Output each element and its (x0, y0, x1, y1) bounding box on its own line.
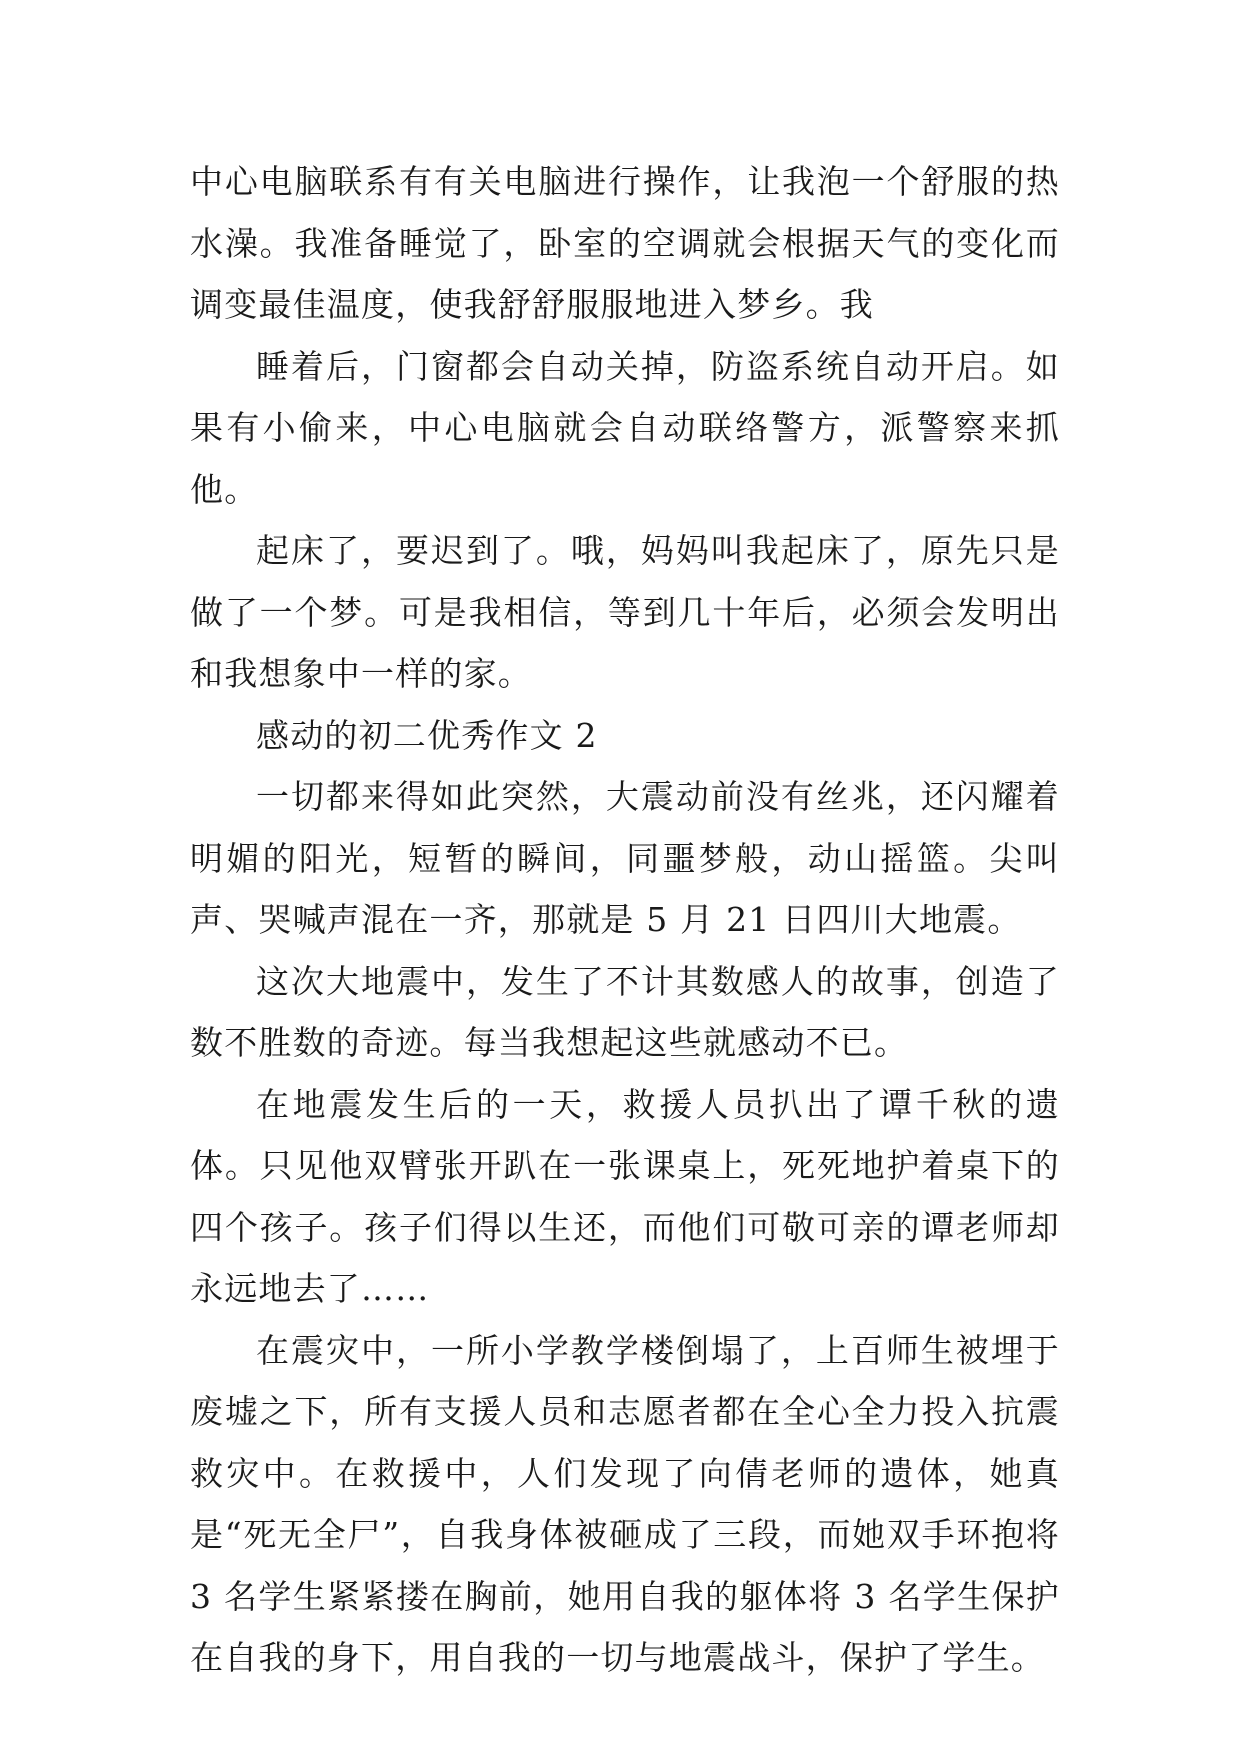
paragraph-6: 在地震发生后的一天，救援人员扒出了谭千秋的遗体。只见他双臂张开趴在一张课桌上，死死地护着桌下的四个孩子。孩子们得以生还，而他们可敬可亲的谭老师却永远地去了…… (190, 1084, 1060, 1308)
paragraph-5: 这次大地震中，发生了不计其数感人的故事，创造了数不胜数的奇迹。每当我想起这些就感动不已。 (190, 961, 1060, 1062)
paragraph-2: 睡着后，门窗都会自动关掉，防盗系统自动开启。如果有小偷来，中心电脑就会自动联络警方，派警察来抓他。 (190, 346, 1060, 509)
paragraph-7: 在震灾中，一所小学教学楼倒塌了，上百师生被埋于废墟之下，所有支援人员和志愿者都在全心全力投入抗震救灾中。在救援中，人们发现了向倩老师的遗体，她真是“死无全尸”，自我身体被砸成了三段，而她双手环抱将 3 名学生紧紧搂在胸前，她用自我的躯体将 3 名学生保护在自我的身下，用自我的一切与地震战斗，保护了学生。 (190, 1330, 1060, 1677)
paragraph-4: 一切都来得如此突然，大震动前没有丝兆，还闪耀着明媚的阳光，短暂的瞬间，同噩梦般，动山摇篮。尖叫声、哭喊声混在一齐，那就是 5 月 21 日四川大地震。 (190, 777, 1060, 939)
document-body (190, 151, 1060, 1689)
paragraph-1: 中心电脑联系有有关电脑进行操作，让我泡一个舒服的热水澡。我准备睡觉了，卧室的空调就会根据天气的变化而调变最佳温度，使我舒舒服服地进入梦乡。我 (190, 162, 1060, 324)
paragraph-3: 起床了，要迟到了。哦，妈妈叫我起床了，原先只是做了一个梦。可是我相信，等到几十年后，必须会发明出和我想象中一样的家。 (190, 531, 1060, 693)
section-heading: 感动的初二优秀作文 2 (256, 715, 598, 755)
